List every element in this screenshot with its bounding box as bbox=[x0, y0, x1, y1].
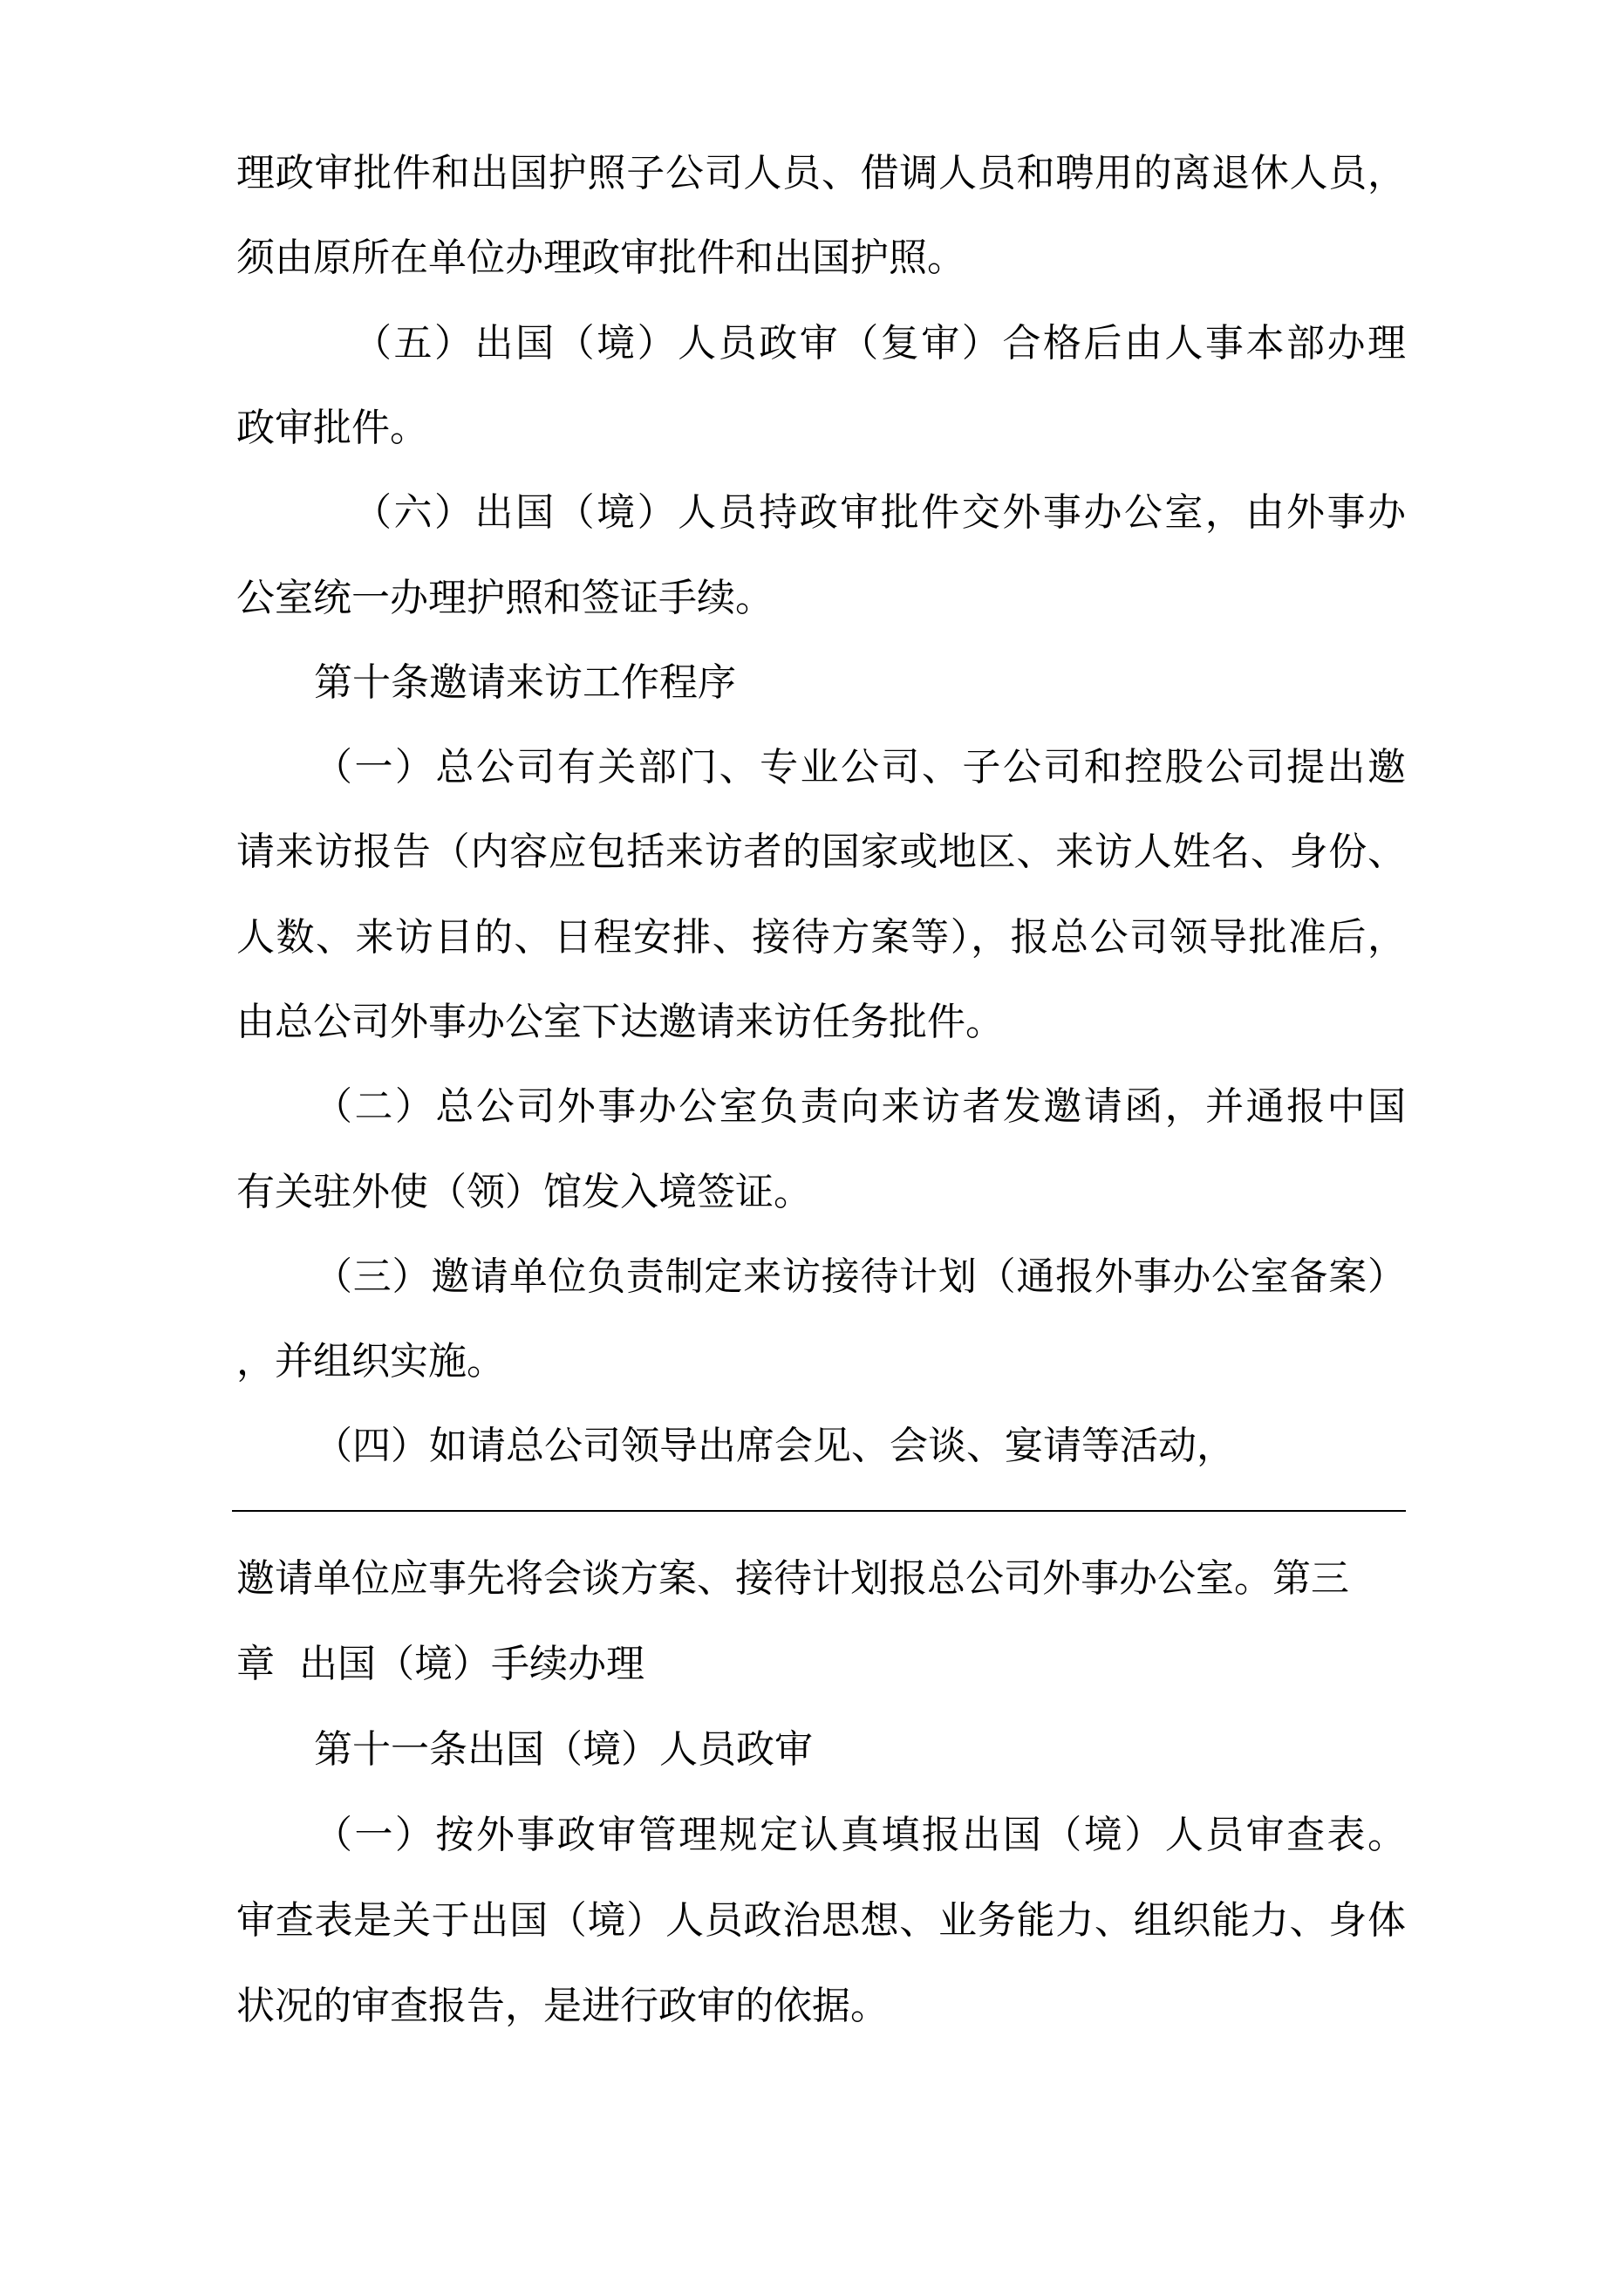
text-line: （四）如请总公司领导出席会见、会谈、宴请等活动， bbox=[314, 1424, 1235, 1468]
text-line: （三）邀请单位负责制定来访接待计划（通报外事办公室备案） bbox=[314, 1254, 1406, 1299]
text-line: 须由原所在单位办理政审批件和出国护照。 bbox=[236, 236, 965, 280]
text-line: 公室统一办理护照和签证手续。 bbox=[236, 576, 774, 620]
text-line: （一）总公司有关部门、专业公司、子公司和控股公司提出邀 bbox=[314, 745, 1406, 789]
page-break-divider bbox=[232, 1510, 1406, 1512]
text-line: 请来访报告（内容应包括来访者的国家或地区、来访人姓名、身份、 bbox=[236, 830, 1406, 874]
text-line: （二）总公司外事办公室负责向来访者发邀请函，并通报中国 bbox=[314, 1084, 1406, 1129]
text-line: 审查表是关于出国（境）人员政治思想、业务能力、组织能力、身体 bbox=[236, 1898, 1406, 1943]
text-line: 状况的审查报告，是进行政审的依据。 bbox=[236, 1984, 889, 2028]
text-line: 理政审批件和出国护照子公司人员、借调人员和聘用的离退休人员， bbox=[236, 151, 1406, 195]
text-line: 人数、来访目的、日程安排、接待方案等），报总公司领导批准后， bbox=[236, 915, 1406, 960]
text-line: 第十一条出国（境）人员政审 bbox=[314, 1727, 813, 1772]
text-line: （一）按外事政审管理规定认真填报出国（境）人员审查表。 bbox=[314, 1813, 1406, 1857]
text-line: 由总公司外事办公室下达邀请来访任务批件。 bbox=[236, 1000, 1004, 1044]
text-line: （五）出国（境）人员政审（复审）合格后由人事本部办理 bbox=[353, 321, 1406, 366]
text-line: 邀请单位应事先将会谈方案、接待计划报总公司外事办公室。第三 bbox=[236, 1556, 1349, 1601]
text-line: 第十条邀请来访工作程序 bbox=[314, 660, 736, 705]
text-line: 有关驻外使（领）馆发入境签证。 bbox=[236, 1170, 812, 1214]
text-line: （六）出国（境）人员持政审批件交外事办公室，由外事办 bbox=[353, 490, 1406, 535]
text-line: 政审批件。 bbox=[236, 406, 428, 450]
text-line: ，并组织实施。 bbox=[236, 1339, 505, 1384]
chapter-heading-line: 章 出国（境）手续办理 bbox=[236, 1642, 644, 1686]
